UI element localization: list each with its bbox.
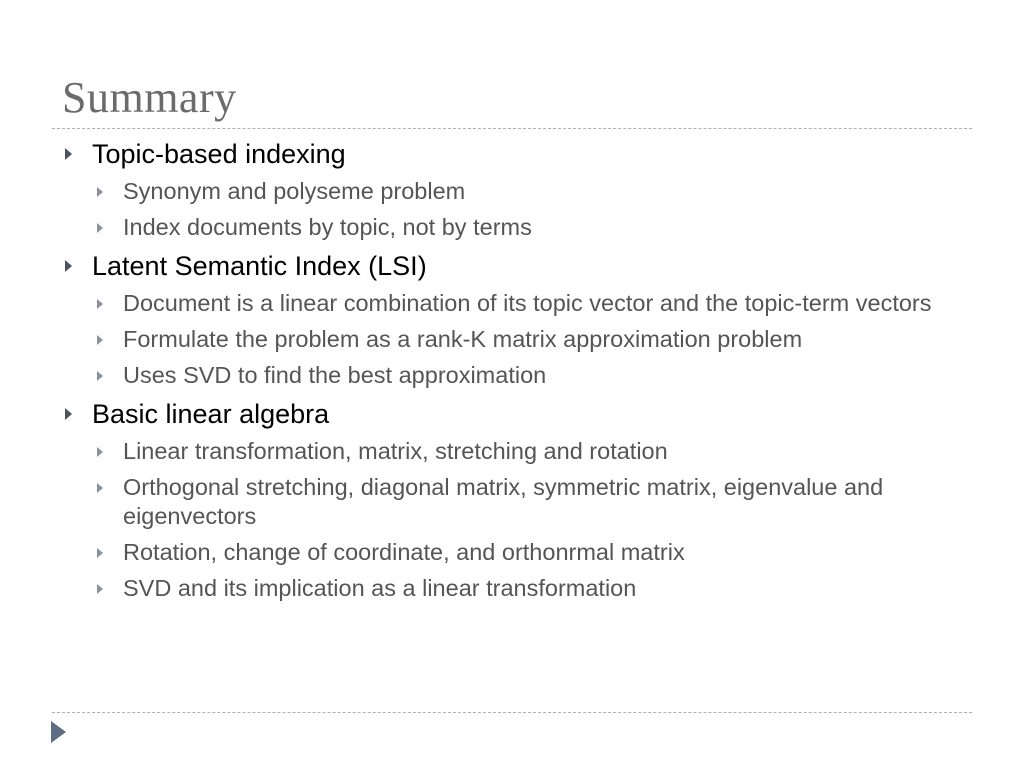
bullet-text: Orthogonal stretching, diagonal matrix, symmetric matrix, eigenvalue and eigenvectors [123, 474, 884, 529]
bullet-text: Basic linear algebra [92, 399, 330, 429]
bullet-level2 [62, 574, 962, 603]
bullet-level2 [62, 289, 962, 318]
bullet-level2 [62, 361, 962, 390]
triangle-bullet-icon [97, 223, 103, 233]
triangle-bullet-icon [97, 584, 103, 594]
bullet-text: Uses SVD to find the best approximation [123, 362, 547, 388]
bullet-text: Document is a linear combination of its topic vector and the topic-term vectors [123, 290, 932, 316]
bullet-text: Formulate the problem as a rank-K matrix approximation problem [123, 326, 803, 352]
bullet-text: SVD and its implication as a linear transformation [123, 575, 637, 601]
title-divider [52, 128, 972, 129]
bullet-text: Index documents by topic, not by terms [123, 214, 532, 240]
triangle-bullet-icon [97, 299, 103, 309]
bullet-level2 [62, 473, 962, 531]
bullet-level2 [62, 437, 962, 466]
bullet-text: Topic-based indexing [92, 139, 346, 169]
triangle-bullet-icon [65, 260, 72, 272]
triangle-bullet-icon [97, 335, 103, 345]
slide-title: Summary [62, 73, 237, 122]
bullet-level1 [62, 250, 962, 282]
bullet-text: Linear transformation, matrix, stretching and rotation [123, 438, 668, 464]
triangle-bullet-icon [97, 548, 103, 558]
triangle-bullet-icon [97, 371, 103, 381]
bullet-level2 [62, 213, 962, 242]
bullet-level1 [62, 398, 962, 430]
bullet-level2 [62, 177, 962, 206]
bullet-text: Latent Semantic Index (LSI) [92, 251, 427, 281]
triangle-bullet-icon [65, 148, 72, 160]
footer-divider [52, 712, 972, 713]
triangle-bullet-icon [65, 408, 72, 420]
slide-content [62, 138, 962, 603]
triangle-bullet-icon [97, 447, 103, 457]
bullet-level1 [62, 138, 962, 170]
bullet-level2 [62, 538, 962, 567]
bullet-level2 [62, 325, 962, 354]
bullet-text: Synonym and polyseme problem [123, 178, 466, 204]
bullet-text: Rotation, change of coordinate, and orthonrmal matrix [123, 539, 685, 565]
triangle-bullet-icon [97, 187, 103, 197]
next-slide-arrow-icon[interactable] [51, 721, 66, 743]
triangle-bullet-icon [97, 483, 103, 493]
